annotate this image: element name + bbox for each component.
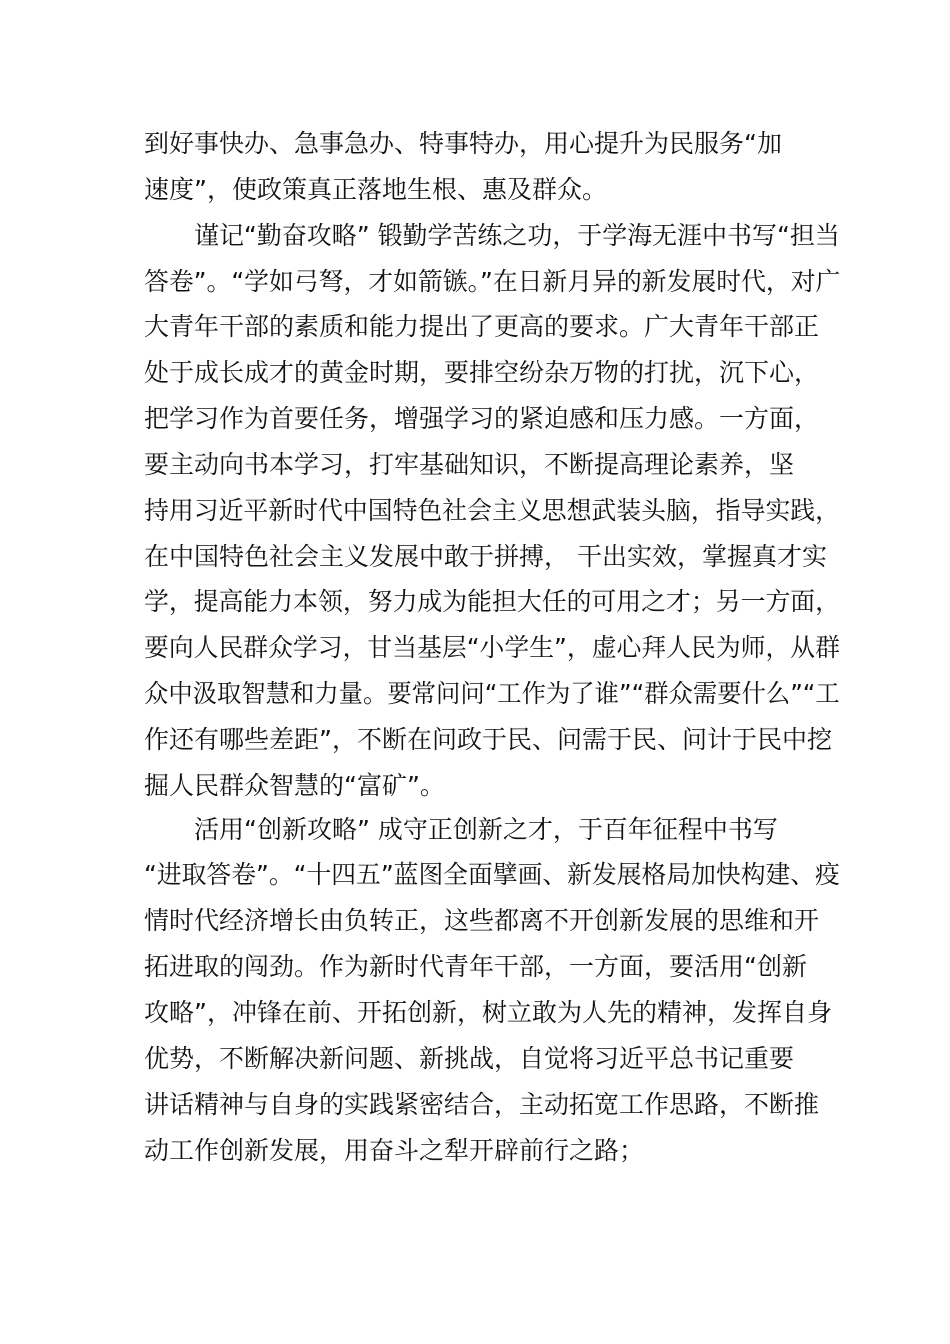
text-line: 优势，不断解决新问题、新挑战，自觉将习近平总书记重要 bbox=[144, 1044, 795, 1073]
paragraph-first-line: 活用“创新攻略” 成守正创新之才，于百年征程中书写 bbox=[194, 815, 778, 844]
text-line: 攻略”，冲锋在前、开拓创新，树立敢为人先的精神，发挥自身 bbox=[144, 998, 832, 1027]
text-line: 把学习作为首要任务，增强学习的紧迫感和压力感。一方面， bbox=[144, 404, 820, 433]
text-line: 大青年干部的素质和能力提出了更高的要求。广大青年干部正 bbox=[144, 312, 820, 341]
text-line: 答卷”。“学如弓弩，才如箭镞。”在日新月异的新发展时代，对广 bbox=[144, 267, 841, 296]
text-line: 速度”，使政策真正落地生根、惠及群众。 bbox=[144, 175, 607, 204]
text-line: 在中国特色社会主义发展中敢于拼搏， 干出实效，掌握真才实 bbox=[144, 542, 827, 571]
text-line: 持用习近平新时代中国特色社会主义思想武装头脑，指导实践， bbox=[144, 496, 841, 525]
text-line: 到好事快办、急事急办、特事特办，用心提升为民服务“加 bbox=[144, 129, 782, 158]
text-line: 要向人民群众学习，甘当基层“小学生”，虚心拜人民为师，从群 bbox=[144, 633, 840, 662]
text-line: 处于成长成才的黄金时期，要排空纷杂万物的打扰，沉下心， bbox=[144, 358, 820, 387]
text-line: 要主动向书本学习，打牢基础知识，不断提高理论素养，坚 bbox=[144, 450, 795, 479]
text-line: 情时代经济增长由负转正，这些都离不开创新发展的思维和开 bbox=[144, 906, 820, 935]
text-line: 众中汲取智慧和力量。要常问问“工作为了谁”“群众需要什么”“工 bbox=[144, 679, 840, 708]
text-line: 作还有哪些差距”，不断在问政于民、问需于民、问计于民中挖 bbox=[144, 725, 832, 754]
text-line: 拓进取的闯劲。作为新时代青年干部，一方面，要活用“创新 bbox=[144, 952, 807, 981]
paragraph-first-line: 谨记“勤奋攻略” 锻勤学苦练之功，于学海无涯中书写“担当 bbox=[194, 221, 840, 250]
text-line: 讲话精神与自身的实践紧密结合，主动拓宽工作思路，不断推 bbox=[144, 1090, 820, 1119]
text-line: 掘人民群众智慧的“富矿”。 bbox=[144, 771, 445, 800]
text-line: 学，提高能力本领，努力成为能担大任的可用之才；另一方面， bbox=[144, 587, 841, 616]
text-line: 动工作创新发展，用奋斗之犁开辟前行之路； bbox=[144, 1136, 645, 1165]
text-line: “进取答卷”。“十四五”蓝图全面擘画、新发展格局加快构建、疫 bbox=[144, 860, 840, 889]
